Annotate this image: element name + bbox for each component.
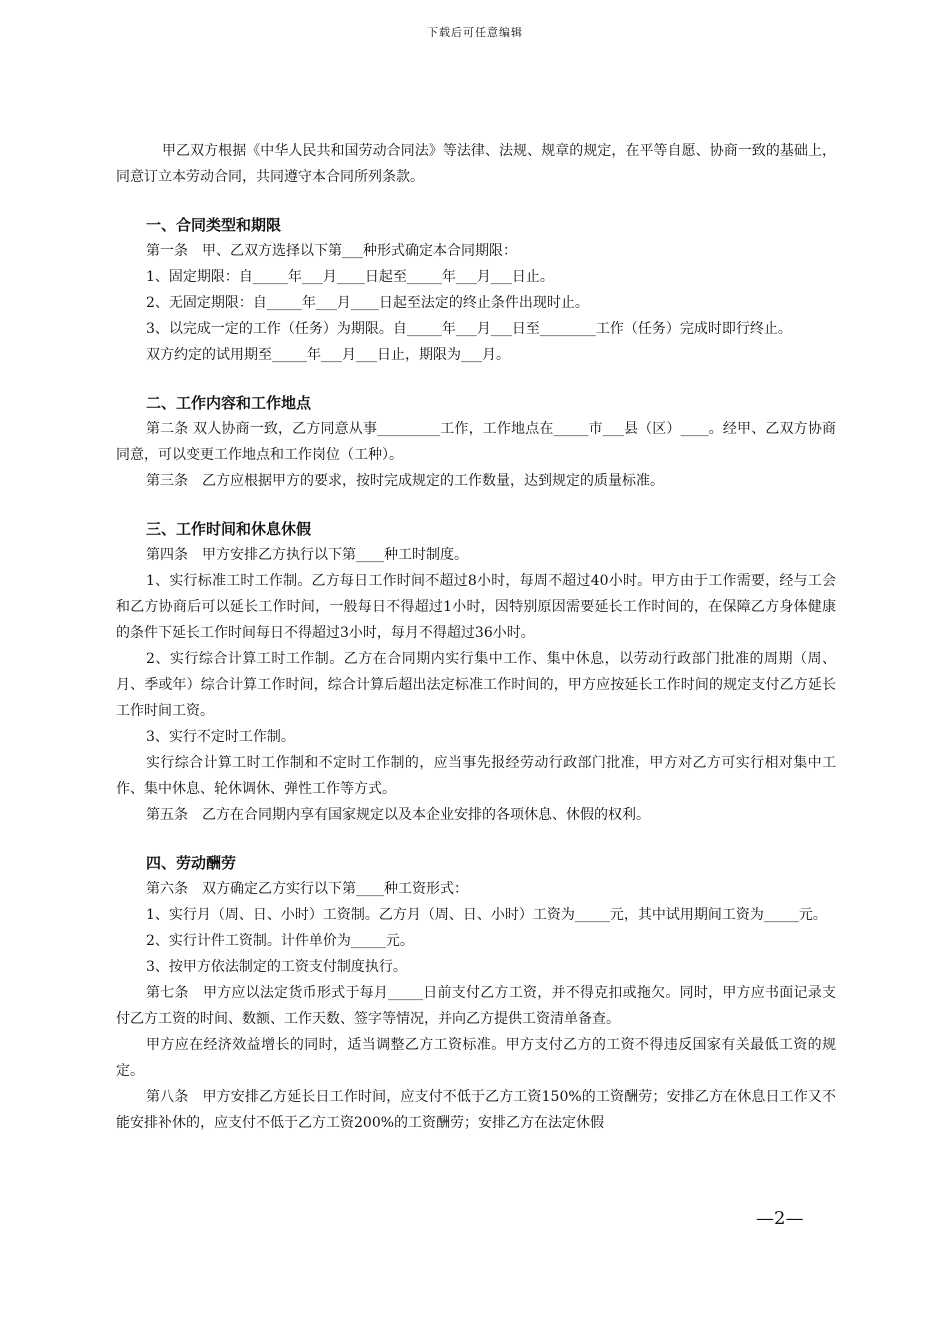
- intro-paragraph: 甲乙双方根据《中华人民共和国劳动合同法》等法律、法规、规章的规定，在平等自愿、协商一致的基础上，同意订立本劳动合同，共同遵守本合同所列条款。: [116, 143, 836, 185]
- section-4: [116, 850, 836, 1136]
- section-title: 四、劳动酬劳: [146, 854, 237, 872]
- paragraph: 1、固定期限：自_____年___月____日起至_____年___月___日止。: [146, 269, 554, 285]
- paragraph: 第七条 甲方应以法定货币形式于每月_____日前支付乙方工资，并不得克扣或拖欠。同时，甲方应书面记录支付乙方工资的时间、数额、工作天数、签字等情况，并向乙方提供工资清单备查。: [116, 985, 836, 1027]
- page-number: —2—: [756, 1208, 804, 1229]
- paragraph: 2、实行计件工资制。计件单价为_____元。: [146, 933, 414, 949]
- section-3: [116, 516, 836, 828]
- paragraph: 第四条 甲方安排乙方执行以下第____种工时制度。: [146, 547, 468, 563]
- section-2: [116, 390, 836, 494]
- contract-body: [116, 138, 836, 1136]
- section-1: [116, 212, 836, 368]
- paragraph: 3、实行不定时工作制。: [146, 729, 295, 745]
- paragraph: 2、实行综合计算工时工作制。乙方在合同期内实行集中工作、集中休息，以劳动行政部门批准的周期（周、月、季或年）综合计算工作时间，综合计算后超出法定标准工作时间的，甲方应按延长工作时间的规定支付乙方延长工作时间工资。: [116, 651, 836, 719]
- paragraph: 第六条 双方确定乙方实行以下第____种工资形式：: [146, 881, 468, 897]
- paragraph: 第八条 甲方安排乙方延长日工作时间，应支付不低于乙方工资150%的工资酬劳；安排乙方在休息日工作又不能安排补休的，应支付不低于乙方工资200%的工资酬劳；安排乙方在法定休假: [116, 1089, 836, 1131]
- paragraph: 1、实行标准工时工作制。乙方每日工作时间不超过8小时，每周不超过40小时。甲方由于工作需要，经与工会和乙方协商后可以延长工作时间，一般每日不得超过1小时，因特别原因需要延长工作时间的，在保障乙方身体健康的条件下延长工作时间每日不得超过3小时，每月不得超过36小时。: [116, 573, 836, 641]
- paragraph: 第三条 乙方应根据甲方的要求，按时完成规定的工作数量，达到规定的质量标准。: [146, 473, 664, 489]
- paragraph: 3、按甲方依法制定的工资支付制度执行。: [146, 959, 407, 975]
- paragraph: 双方约定的试用期至_____年___月___日止，期限为___月。: [146, 347, 510, 363]
- paragraph: 第一条 甲、乙双方选择以下第___种形式确定本合同期限：: [146, 243, 517, 259]
- paragraph: 3、以完成一定的工作（任务）为期限。自_____年___月___日至________工作（任务）完成时即行终止。: [146, 321, 792, 337]
- section-title: 三、工作时间和休息休假: [146, 520, 312, 538]
- paragraph: 2、无固定期限：自_____年___月____日起至法定的终止条件出现时止。: [146, 295, 589, 311]
- paragraph: 第五条 乙方在合同期内享有国家规定以及本企业安排的各项休息、休假的权利。: [146, 807, 650, 823]
- paragraph: 实行综合计算工时工作制和不定时工作制的，应当事先报经劳动行政部门批准，甲方对乙方可实行相对集中工作、集中休息、轮休调休、弹性工作等方式。: [116, 755, 836, 797]
- section-title: 一、合同类型和期限: [146, 216, 282, 234]
- paragraph: 1、实行月（周、日、小时）工资制。乙方月（周、日、小时）工资为_____元，其中试用期间工资为_____元。: [146, 907, 827, 923]
- section-title: 二、工作内容和工作地点: [146, 394, 312, 412]
- page-header: 下载后可任意编辑: [427, 26, 523, 39]
- paragraph: 甲方应在经济效益增长的同时，适当调整乙方工资标准。甲方支付乙方的工资不得违反国家有关最低工资的规定。: [116, 1037, 836, 1079]
- paragraph: 第二条 双人协商一致，乙方同意从事_________工作，工作地点在_____市___县（区）____。经甲、乙双方协商同意，可以变更工作地点和工作岗位（工种）。: [116, 421, 836, 463]
